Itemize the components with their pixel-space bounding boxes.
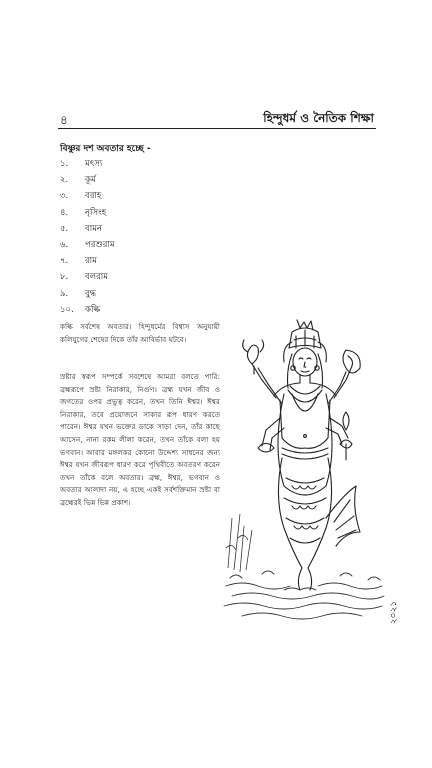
list-label: পরশুরাম: [85, 239, 115, 250]
list-item: [60, 269, 115, 285]
list-item: [60, 286, 115, 302]
list-label: কল্কি: [85, 304, 101, 315]
list-label: কূর্ম: [85, 175, 96, 186]
list-item: [60, 172, 115, 188]
list-label: মৎস্য: [85, 159, 103, 169]
list-item: [60, 188, 115, 204]
list-number: ৭.: [60, 256, 69, 267]
list-number: ৩.: [60, 191, 69, 202]
list-label: বরাহ: [85, 191, 102, 202]
header-rule: [58, 128, 376, 129]
list-label: নৃসিংহ: [85, 207, 107, 218]
list-item: [60, 221, 115, 237]
list-number: ৪.: [60, 207, 69, 218]
list-number: ৫.: [60, 223, 69, 234]
list-item: [60, 156, 115, 172]
list-item: [60, 253, 115, 269]
running-head: হিন্দুধর্ম ও নৈতিক শিক্ষা: [263, 111, 374, 125]
list-label: বামন: [85, 223, 102, 234]
list-number: ১০.: [60, 304, 74, 315]
list-label: বলরাম: [85, 272, 108, 283]
list-number: ৯.: [60, 288, 69, 299]
intro-line: বিষ্ণুর দশ অবতার হচ্ছে -: [60, 144, 151, 154]
list-label: রাম: [85, 256, 97, 267]
matsya-avatar-illustration: [222, 318, 388, 624]
folio-mark: [387, 592, 401, 632]
list-number: ৮.: [60, 272, 69, 283]
list-item: [60, 205, 115, 221]
folio-mark-text: ২০২১: [389, 600, 400, 624]
list-item: [60, 302, 115, 318]
list-label: বুদ্ধ: [85, 288, 96, 299]
list-item: [60, 237, 115, 253]
list-number: ৬.: [60, 239, 69, 250]
paragraph-kalki: কল্কি সর্বশেষ অবতার। হিন্দুধর্মের বিশ্বাস অনুযায়ী কলিযুগের শেষের দিকে তাঁর আবির্ভাব ঘটবে।: [60, 322, 220, 344]
avatar-list: [60, 156, 115, 318]
list-number: ১.: [60, 159, 69, 169]
paragraph-creator-nature: স্রষ্টার স্বরূপ সম্পর্কে সবশেষে আমরা বলতে পারি: ব্রহ্মরূপে স্রষ্টা নিরাকার, নির্গুণ। ব্রহ্ম যখন জীব ও জগতের ওপর প্রভুত্ব করেন, তখন তিনি ঈশ্বর। ঈশ্বর নিরাকার, তবে প্রয়োজনে সাকার রূপ ধারণ করতে পারেন। ঈশ্বর যখন ভক্তের ডাকে সাড়া দেন, তাঁর কাছে আসেন, নানা রকম লীলা করেন, তখন তাঁকে বলা হয় ভগবান। আবার মঙ্গলকর কোনো উদ্দেশ্য সাধনের জন্য ঈশ্বর যখন জীবরূপ ধারণ করে পৃথিবীতে অবতরণ করেন তখন তাঁকে বলে অবতার। ব্রহ্ম, ঈশ্বর, ভগবান ও অবতার আলাদা নয়, এ হচ্ছে একই সর্বশক্তিমান স্রষ্টা বা ব্রহ্মেরই ভিন্ন ভিন্ন প্রকাশ।: [60, 372, 220, 507]
page-number: ৪: [60, 113, 68, 127]
list-number: ২.: [60, 175, 69, 186]
